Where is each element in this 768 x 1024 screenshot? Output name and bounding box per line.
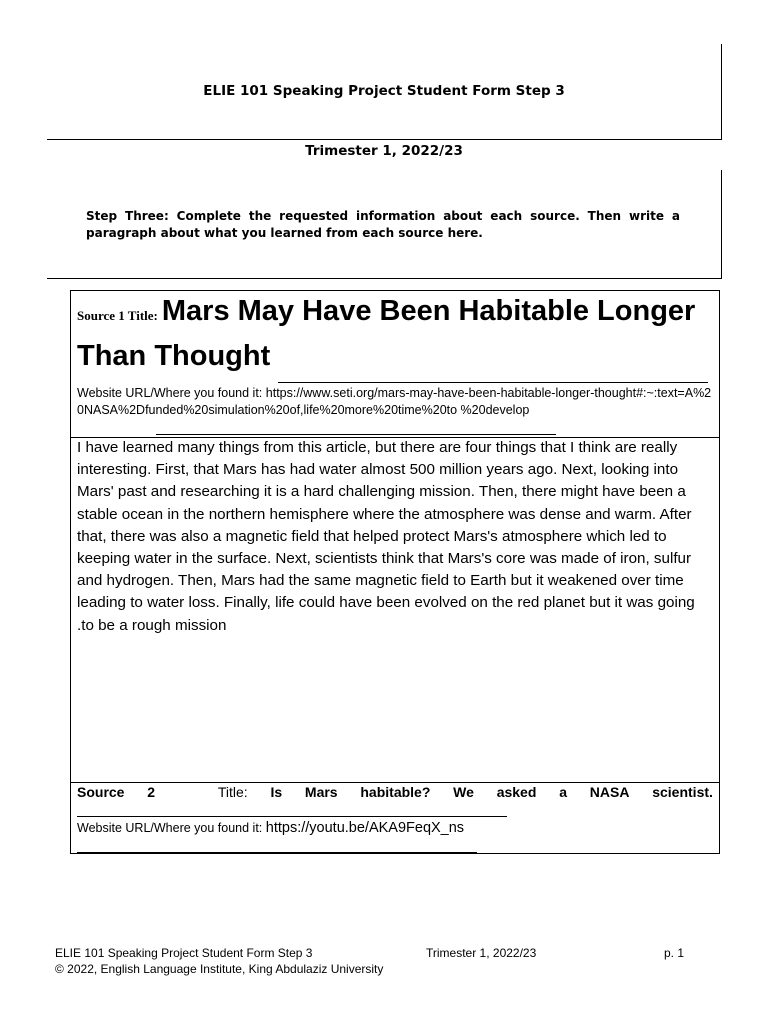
source2-title-word: habitable?: [360, 784, 431, 800]
source2-url[interactable]: https://youtu.be/AKA9FeqX_ns: [265, 820, 465, 836]
instructions-right-border: [721, 170, 722, 279]
instructions-text: Step Three: Complete the requested information about each source. Then write a paragraph about what you learned from each source here.: [86, 209, 680, 240]
source2-title-word: We: [453, 784, 474, 800]
source2-url-underline: [77, 852, 477, 853]
source1-url-underline: [156, 434, 556, 435]
source2-title-word: asked: [496, 784, 537, 800]
source2-title-word: NASA: [589, 784, 630, 800]
source2-title-word: Mars: [304, 784, 338, 800]
footer-page-number: p. 1: [664, 946, 685, 960]
source2-number: 2: [147, 784, 156, 800]
source1-url-label: Website URL/Where you found it:: [77, 386, 263, 400]
source2-heading: [77, 784, 713, 800]
source2-title-underline: [77, 816, 507, 817]
source2-url-block: [77, 820, 464, 836]
instructions-divider: [47, 278, 722, 279]
header-divider: [47, 139, 722, 140]
source2-title-word: a: [559, 784, 567, 800]
footer-trimester: Trimester 1, 2022/23: [426, 946, 537, 960]
source1-paragraph: I have learned many things from this article, but there are four things that I think are really interesting. First, that Mars has had water almost 500 million years ago. Next, looking into Mars' past and researching it is a hard challenging mission. Then, there might have been a stable ocean in the northern hemisphere where the atmosphere was dense and warm. After that, there was also a magnetic field that helped protect Mars's atmosphere which led to keeping water in the surface. Next, scientists think that Mars's core was made of iron, sulfur and hydrogen. Then, Mars had the same magnetic field to Earth but it weakened over time leading to water loss. Finally, life could have been evolved on the red planet but it was going .to be a rough mission: [77, 439, 695, 634]
source2-title-label: Title:: [217, 784, 248, 800]
source1-title: Mars May Have Been Habitable Longer Than Thought: [77, 295, 696, 372]
source1-label: Source 1 Title:: [77, 308, 158, 323]
source2-title-word: Is: [270, 784, 283, 800]
source1-title-underline: [278, 382, 708, 383]
source1-url[interactable]: https://www.seti.org/mars-may-have-been-habitable-longer-thought#:~:text=A%20NASA%2Dfunded%20simulation%20of,life%20more%20time%20to %20develop: [77, 386, 712, 417]
trimester-label: Trimester 1, 2022/23: [305, 143, 463, 159]
source2-label: Source: [77, 784, 125, 800]
form-title: ELIE 101 Speaking Project Student Form Step 3: [203, 83, 565, 99]
source2-title-word: scientist.: [652, 784, 713, 800]
source2-url-label: Website URL/Where you found it:: [77, 821, 263, 835]
footer-copyright: © 2022, English Language Institute, King Abdulaziz University: [55, 962, 384, 976]
footer-form-title: ELIE 101 Speaking Project Student Form Step 3: [55, 946, 313, 960]
source1-url-block: [77, 385, 713, 419]
source1-heading: [77, 291, 717, 376]
source2-divider: [70, 782, 720, 783]
